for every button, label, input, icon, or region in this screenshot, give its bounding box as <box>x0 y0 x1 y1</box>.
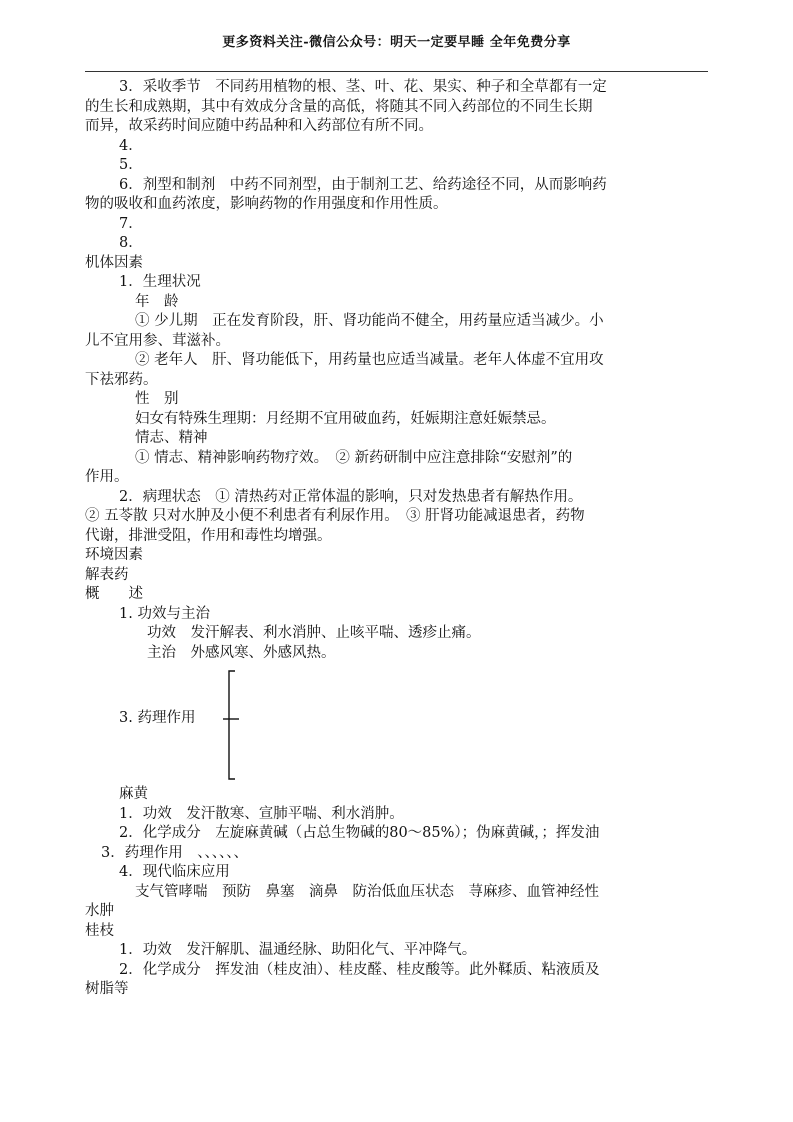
text-line: 水肿 <box>85 903 114 919</box>
text-line: 功效 发汗解表、利水消肿、止咳平喘、透疹止痛。 <box>147 625 481 641</box>
text-line: 2．化学成分 左旋麻黄碱（占总生物碱的80～85%）；伪麻黄碱，；挥发油 <box>119 825 600 841</box>
text-line: 4． <box>119 137 143 154</box>
text-line: 1．生理状况 <box>119 274 201 290</box>
text-line: 环境因素 <box>85 547 143 563</box>
text-line: 2．化学成分 挥发油（桂皮油）、桂皮醛、桂皮酸等。此外鞣质、粘液质及 <box>119 961 600 978</box>
text-line: 8． <box>119 235 143 251</box>
text-line: ① 情志、精神影响药物疗效。 ② 新药研制中应注意排除“安慰剂”的 <box>135 449 573 466</box>
document-body <box>85 78 700 1000</box>
text-line: ② 老年人 肝、肾功能低下，用药量也应适当减量。老年人体虚不宜用攻 <box>135 352 604 368</box>
text-line: 解表药 <box>85 566 129 583</box>
text-line: 4．现代临床应用 <box>119 864 230 880</box>
text-line: 麻黄 <box>119 786 148 802</box>
text-line: 作用。 <box>85 469 129 485</box>
text-line: 桂枝 <box>85 922 114 939</box>
text-line: 1．功效 发汗散寒、宣肺平喘、利水消肿。 <box>119 805 404 822</box>
text-line: 支气管哮喘 预防 鼻塞 滴鼻 防治低血压状态 荨麻疹、血管神经性 <box>135 883 599 900</box>
text-line: 而异，故采药时间应随中药品种和入药部位有所不同。 <box>85 118 433 134</box>
text-line: 3．药理作用 、、、、、、 <box>101 844 248 861</box>
text-line: 概 述 <box>85 586 143 602</box>
text-line: 年 龄 <box>135 293 179 310</box>
text-line: 儿不宜用参、茸滋补。 <box>85 332 230 349</box>
text-line: 树脂等 <box>85 981 129 997</box>
text-line: 妇女有特殊生理期：月经期不宜用破血药，妊娠期注意妊娠禁忌。 <box>135 410 556 427</box>
brace-icon <box>221 667 243 785</box>
text-line: 机体因素 <box>85 254 143 271</box>
text-line: 1. 功效与主治 <box>119 605 210 622</box>
text-line: 7． <box>119 215 143 232</box>
text-line: 代谢，排泄受阻，作用和毒性均增强。 <box>85 527 332 544</box>
text-line: ② 五苓散 只对水肿及小便不利患者有利尿作用。 ③ 肝肾功能减退患者，药物 <box>85 508 585 524</box>
text-line: 1．功效 发汗解肌、温通经脉、助阳化气、平冲降气。 <box>119 942 477 958</box>
text-line: 2．病理状态 ① 清热药对正常体温的影响，只对发热患者有解热作用。 <box>119 488 583 505</box>
text-line: 情志、精神 <box>135 430 208 446</box>
text-line: 5． <box>119 157 143 173</box>
text-line: 下祛邪药。 <box>85 371 158 388</box>
page-header: 更多资料关注-微信公众号：明天一定要早睡 全年免费分享 <box>222 35 571 50</box>
text-line: 的生长和成熟期，其中有效成分含量的高低，将随其不同入药部位的不同生长期 <box>85 98 593 115</box>
header-rule <box>85 71 708 72</box>
pharmacology-brace-block <box>85 667 700 785</box>
text-line: 主治 外感风寒、外感风热。 <box>147 644 336 661</box>
text-line: 物的吸收和血药浓度，影响药物的作用强度和作用性质。 <box>85 196 448 212</box>
text-block-top <box>85 78 700 663</box>
text-block-bottom <box>85 785 700 1000</box>
text-line: 6．剂型和制剂 中药不同剂型，由于制剂工艺、给药途径不同，从而影响药 <box>119 176 607 193</box>
text-line: 3．采收季节 不同药用植物的根、茎、叶、花、果实、种子和全草都有一定 <box>119 79 607 95</box>
pharmacology-heading: 3. 药理作用 <box>119 710 196 726</box>
text-line: 性 别 <box>135 391 179 407</box>
text-line: ① 少儿期 正在发育阶段，肝、肾功能尚不健全，用药量应适当减少。小 <box>135 313 604 329</box>
